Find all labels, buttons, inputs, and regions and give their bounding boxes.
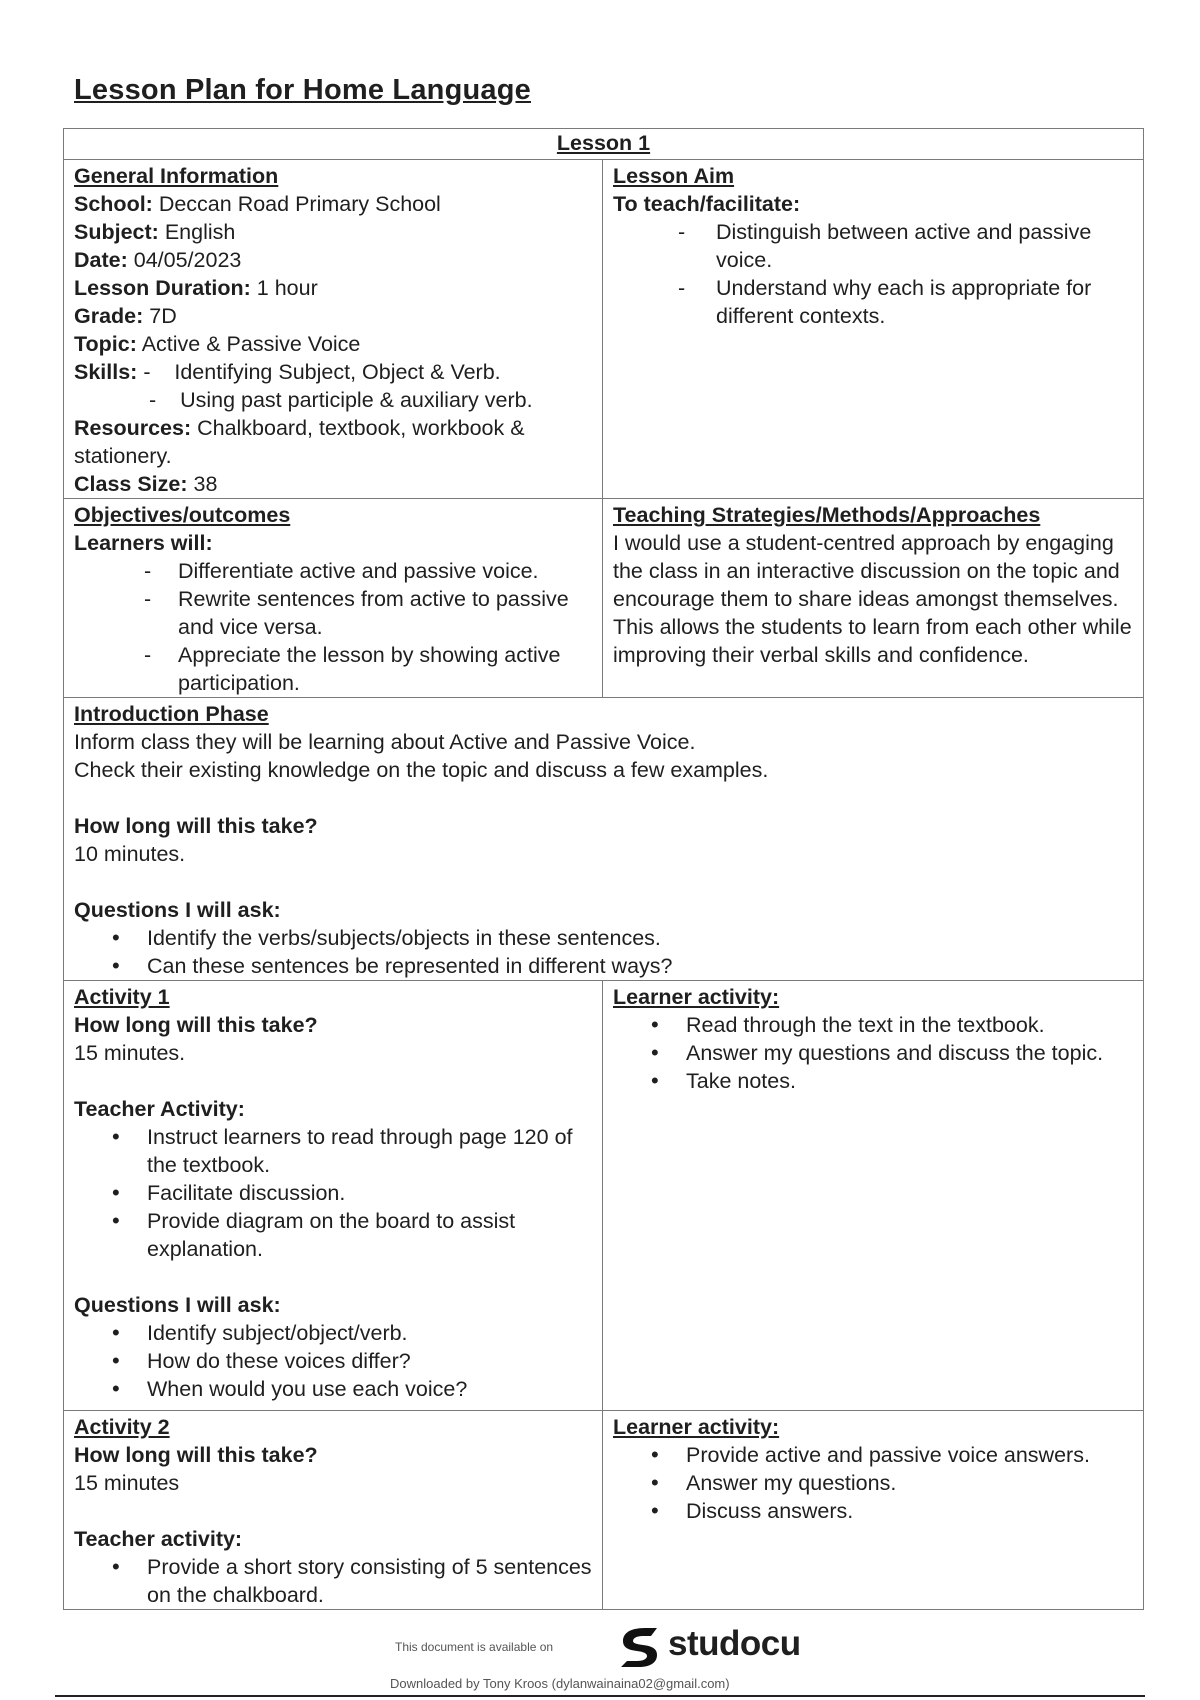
learner-activity-list (613, 1441, 1133, 1525)
list-item: • Identify the verbs/subjects/objects in these sentences. (112, 924, 1133, 952)
resources-field: Resources: Chalkboard, textbook, workbook & stationery. (74, 416, 525, 468)
strategies-text: I would use a student-centred approach by engaging the class in an interactive discussion on the topic and encourage them to share ideas amongst themselves. This allows the students to learn from each other while improving their verbal skills and confidence. (613, 531, 1132, 667)
list-item: - Rewrite sentences from active to passive and vice versa. (144, 585, 592, 641)
activity-2-heading: Activity 2 (74, 1415, 170, 1439)
page-footer (0, 1622, 1200, 1700)
questions-list (74, 924, 1133, 980)
list-item: • Provide diagram on the board to assist explanation. (112, 1207, 592, 1263)
questions-label: Questions I will ask: (74, 898, 281, 922)
studocu-brand[interactable]: studocu (668, 1624, 801, 1663)
school-field: School: Deccan Road Primary School (74, 192, 441, 216)
list-item: • Identify subject/object/verb. (112, 1319, 592, 1347)
activity-1-learner-cell (603, 981, 1144, 1411)
objectives-cell (64, 499, 603, 698)
downloaded-by-text: Downloaded by Tony Kroos (dylanwainaina02@gmail.com) (390, 1676, 730, 1691)
introduction-heading: Introduction Phase (74, 702, 269, 726)
grade-field: Grade: 7D (74, 304, 177, 328)
available-on-text: This document is available on (395, 1640, 554, 1654)
introduction-line: Check their existing knowledge on the topic and discuss a few examples. (74, 758, 769, 782)
how-long-value: 15 minutes. (74, 1041, 186, 1065)
lesson-aim-list (613, 218, 1133, 330)
questions-label: Questions I will ask: (74, 1293, 281, 1317)
general-information-cell (64, 160, 603, 499)
studocu-logo-icon (615, 1624, 663, 1670)
topic-field: Topic: Active & Passive Voice (74, 332, 361, 356)
strategies-heading: Teaching Strategies/Methods/Approaches (613, 503, 1041, 527)
introduction-phase-cell (64, 698, 1144, 981)
strategies-cell (603, 499, 1144, 698)
learner-activity-heading: Learner activity: (613, 1415, 780, 1439)
list-item: • Instruct learners to read through page 120 of the textbook. (112, 1123, 592, 1179)
subject-field: Subject: English (74, 220, 236, 244)
how-long-label: How long will this take? (74, 814, 318, 838)
list-item: - Differentiate active and passive voice. (144, 557, 592, 585)
activity-1-cell (64, 981, 603, 1411)
skills-field: Skills: - Identifying Subject, Object & Verb. (74, 360, 501, 384)
how-long-value: 10 minutes. (74, 842, 186, 866)
learner-activity-heading: Learner activity: (613, 985, 780, 1009)
list-item: • Provide active and passive voice answers. (651, 1441, 1133, 1469)
list-item: - Distinguish between active and passive voice. (678, 218, 1133, 274)
class-size-field: Class Size: 38 (74, 472, 218, 496)
lesson-heading: Lesson 1 (64, 129, 1144, 160)
how-long-label: How long will this take? (74, 1013, 318, 1037)
teacher-activity-label: Teacher activity: (74, 1527, 243, 1551)
lesson-plan-table (63, 128, 1144, 1610)
list-item: • Facilitate discussion. (112, 1179, 592, 1207)
bottom-divider (55, 1695, 1145, 1697)
lesson-aim-heading: Lesson Aim (613, 164, 735, 188)
objectives-list (74, 557, 592, 697)
list-item: • Answer my questions and discuss the topic. (651, 1039, 1133, 1067)
list-item: • Answer my questions. (651, 1469, 1133, 1497)
teacher-activity-list (74, 1123, 592, 1263)
list-item: • When would you use each voice? (112, 1375, 592, 1403)
list-item: • Discuss answers. (651, 1497, 1133, 1525)
how-long-label: How long will this take? (74, 1443, 318, 1467)
duration-field: Lesson Duration: 1 hour (74, 276, 318, 300)
activity-2-learner-cell (603, 1411, 1144, 1610)
objectives-lead: Learners will: (74, 531, 213, 555)
list-item: - Understand why each is appropriate for different contexts. (678, 274, 1133, 330)
list-item: • Can these sentences be represented in different ways? (112, 952, 1133, 980)
list-item: • Provide a short story consisting of 5 sentences on the chalkboard. (112, 1553, 592, 1609)
activity-2-cell (64, 1411, 603, 1610)
introduction-line: Inform class they will be learning about Active and Passive Voice. (74, 730, 696, 754)
general-information-heading: General Information (74, 164, 279, 188)
list-item: • How do these voices differ? (112, 1347, 592, 1375)
document-title: Lesson Plan for Home Language (74, 74, 531, 106)
activity-1-heading: Activity 1 (74, 985, 170, 1009)
lesson-aim-cell (603, 160, 1144, 499)
list-item: • Take notes. (651, 1067, 1133, 1095)
questions-list (74, 1319, 592, 1403)
list-item: • Read through the text in the textbook. (651, 1011, 1133, 1039)
teacher-activity-list (74, 1553, 592, 1609)
skills-field-2: - Using past participle & auxiliary verb. (149, 388, 533, 412)
how-long-value: 15 minutes (74, 1471, 180, 1495)
teacher-activity-label: Teacher Activity: (74, 1097, 245, 1121)
learner-activity-list (613, 1011, 1133, 1095)
list-item: - Appreciate the lesson by showing active participation. (144, 641, 592, 697)
objectives-heading: Objectives/outcomes (74, 503, 291, 527)
lesson-aim-lead: To teach/facilitate: (613, 192, 801, 216)
date-field: Date: 04/05/2023 (74, 248, 242, 272)
